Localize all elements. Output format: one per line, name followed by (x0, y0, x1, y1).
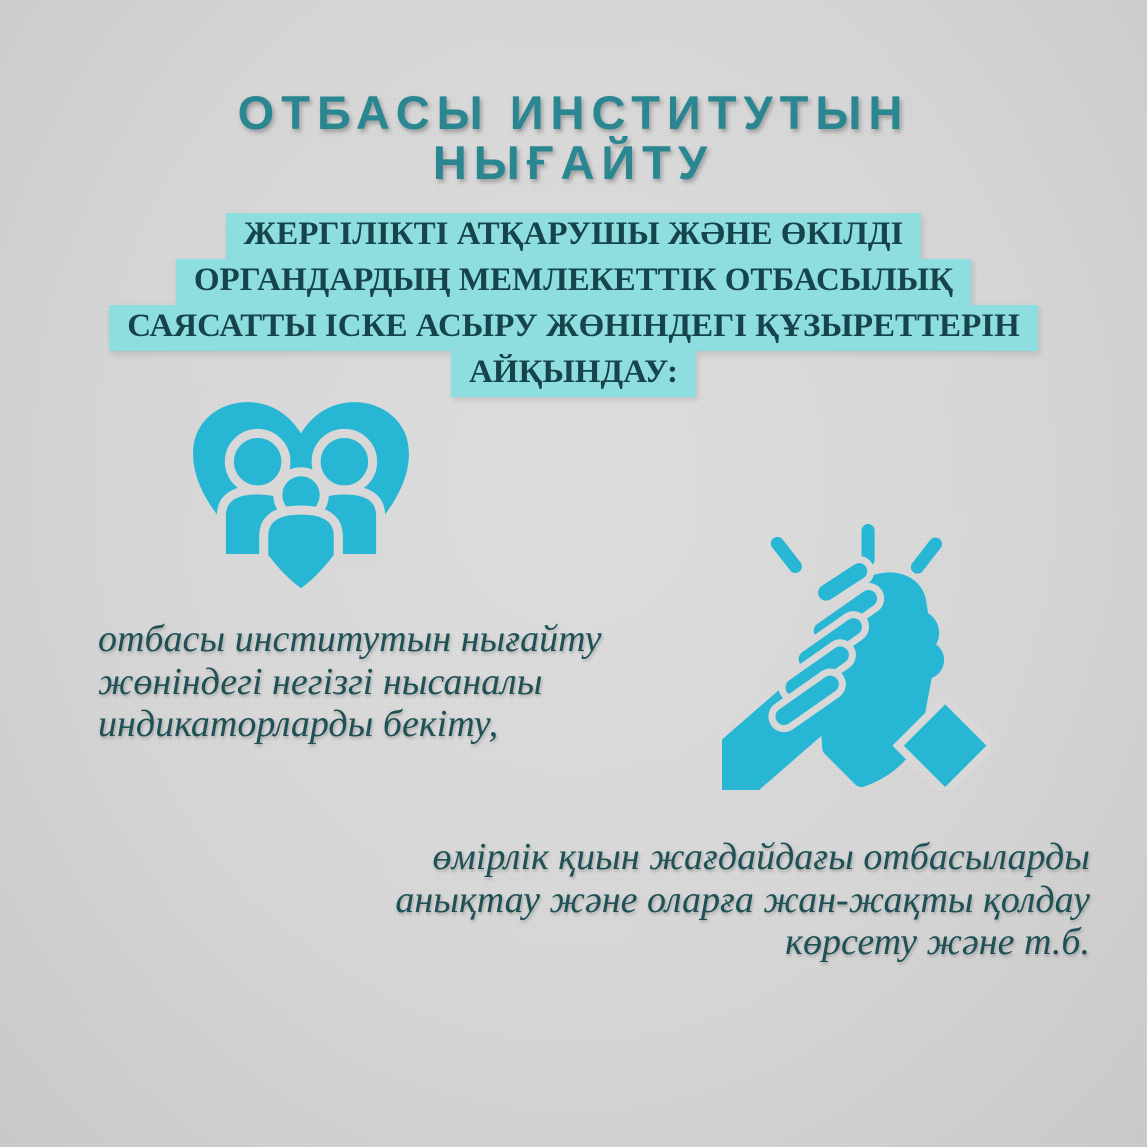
page-title-line-2: НЫҒАЙТУ (432, 135, 715, 189)
page-title-line-1: ОТБАСЫ ИНСТИТУТЫН (237, 86, 910, 139)
subtitle-block (0, 213, 1147, 397)
subtitle-line-2: ОРГАНДАРДЫҢ МЕМЛЕКЕТТІК ОТБАСЫЛЫҚ (176, 259, 971, 305)
paragraph-1-line-2: жөніндегі негізгі нысаналы (98, 660, 543, 703)
paragraph-1-line-3: индикаторларды бекіту, (98, 703, 499, 746)
handshake-icon (722, 518, 990, 790)
paragraph-family-indicators (98, 618, 738, 746)
page-title (0, 88, 1147, 188)
paragraph-1-line-1: отбасы институтын нығайту (98, 618, 602, 660)
subtitle-line-4: АЙҚЫНДАУ: (451, 351, 696, 397)
paragraph-2-line-1: өмірлік қиын жағдайдағы отбасыларды (432, 836, 1090, 878)
subtitle-line-3: САЯСАТТЫ ІСКЕ АСЫРУ ЖӨНІНДЕГІ ҚҰЗЫРЕТТЕРІН (109, 305, 1037, 351)
paragraph-2-line-3: көрсету және т.б. (785, 921, 1090, 964)
paragraph-2-line-2: анықтау және оларға жан-жақты қолдау (395, 878, 1090, 921)
subtitle-line-1: ЖЕРГІЛІКТІ АТҚАРУШЫ ЖӘНЕ ӨКІЛДІ (226, 213, 922, 259)
family-heart-icon (185, 395, 417, 602)
paragraph-family-support (290, 836, 1090, 964)
